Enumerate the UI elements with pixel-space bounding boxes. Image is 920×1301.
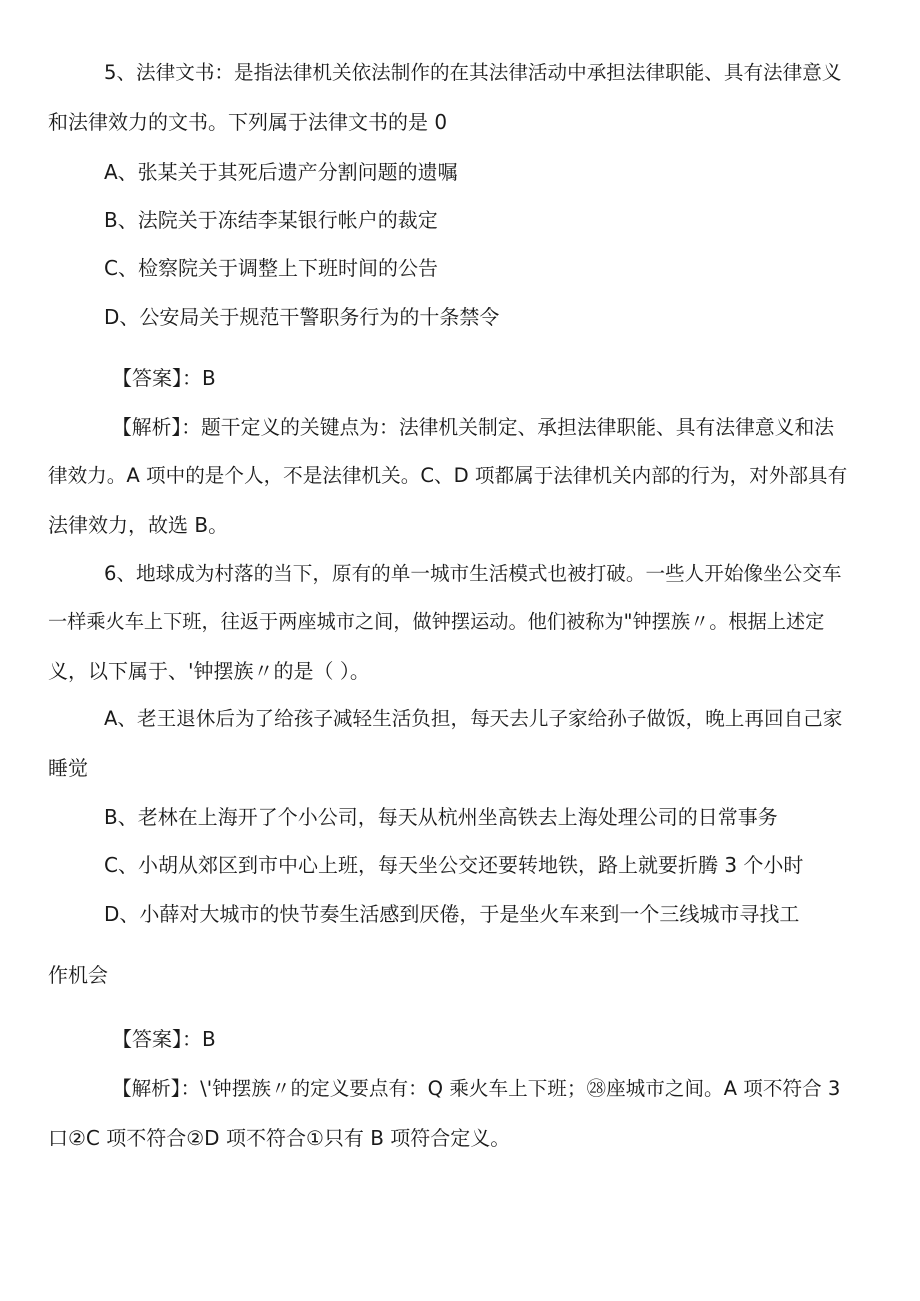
q6-option-c: C、小胡从郊区到市中心上班，每天坐公交还要转地铁，路上就要折腾 3 个小时 bbox=[104, 853, 804, 877]
q5-analysis-line-2: 律效力。A 项中的是个人，不是法律机关。C、D 项都属于法律机关内部的行为，对外部具有 bbox=[48, 464, 848, 487]
q6-analysis-line-1: 【解析】：\'钟摆族〃的定义要点有：Q 乘火车上下班；㉘座城市之间。A 项不符合 3 bbox=[112, 1077, 841, 1100]
q6-option-d-line-1: D、小薛对大城市的快节奏生活感到厌倦，于是坐火车来到一个三线城市寻找工 bbox=[104, 902, 800, 926]
q5-option-b: B、法院关于冻结李某银行帐户的裁定 bbox=[104, 208, 438, 232]
q6-stem-line-1: 6、地球成为村落的当下，原有的单一城市生活模式也被打破。一些人开始像坐公交车 bbox=[104, 562, 842, 585]
q5-analysis-line-1: 【解析】：题干定义的关键点为：法律机关制定、承担法律职能、具有法律意义和法 bbox=[112, 416, 835, 439]
q6-analysis-line-2: 口②C 项不符合②D 项不符合①只有 B 项符合定义。 bbox=[48, 1126, 511, 1150]
q6-stem-line-2: 一样乘火车上下班，往返于两座城市之间，做钟摆运动。他们被称为"钟摆族〃。根据上述定 bbox=[48, 610, 825, 633]
q5-answer: 【答案】：B bbox=[112, 366, 216, 390]
q5-option-c: C、检察院关于调整上下班时间的公告 bbox=[104, 256, 438, 280]
q6-answer: 【答案】：B bbox=[112, 1027, 216, 1051]
q5-option-a: A、张某关于其死后遗产分割问题的遗嘱 bbox=[104, 160, 458, 184]
q6-option-a-line-2: 睡觉 bbox=[48, 756, 88, 780]
q6-option-b: B、老林在上海开了个小公司，每天从杭州坐高铁去上海处理公司的日常事务 bbox=[104, 805, 778, 829]
q6-stem-line-3: 义，以下属于、'钟摆族〃的是（ ）。 bbox=[48, 659, 370, 683]
q5-option-d: D、公安局关于规范干警职务行为的十条禁令 bbox=[104, 305, 500, 329]
q5-stem-line-2: 和法律效力的文书。下列属于法律文书的是 0 bbox=[48, 110, 448, 134]
q5-stem-line-1: 5、法律文书：是指法律机关依法制作的在其法律活动中承担法律职能、具有法律意义 bbox=[104, 61, 842, 84]
q6-option-a-line-1: A、老王退休后为了给孩子减轻生活负担，每天去儿子家给孙子做饭，晚上再回自己家 bbox=[104, 707, 843, 730]
q5-analysis-line-3: 法律效力，故选 B。 bbox=[48, 513, 229, 537]
q6-option-d-line-2: 作机会 bbox=[48, 963, 108, 987]
